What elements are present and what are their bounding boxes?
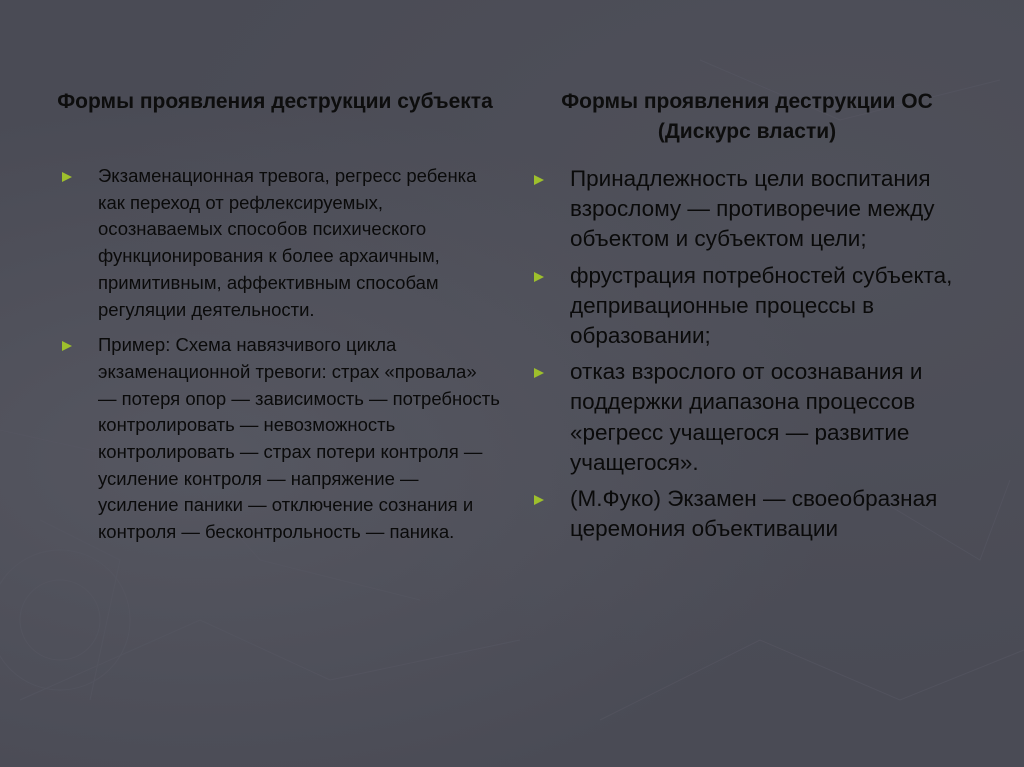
list-item	[532, 164, 992, 255]
list-item	[60, 163, 500, 323]
triangle-bullet-icon	[62, 172, 72, 182]
list-item	[532, 261, 992, 352]
right-column-title: Формы проявления деструкции ОС (Дискурс власти)	[561, 90, 933, 143]
list-item-text: отказ взрослого от осознавания и поддержки диапазона процессов «регресс учащегося — развитие учащегося».	[570, 359, 923, 475]
list-item-text: (М.Фуко) Экзамен — своеобразная церемония объективации	[570, 486, 938, 542]
list-item	[60, 332, 500, 546]
left-column-title: Формы проявления деструкции субъекта	[57, 90, 493, 113]
right-bullet-list	[532, 164, 992, 544]
triangle-bullet-icon	[534, 495, 544, 505]
triangle-bullet-icon	[534, 272, 544, 282]
list-item	[532, 484, 992, 544]
left-bullet-list	[60, 163, 500, 546]
triangle-bullet-icon	[534, 175, 544, 185]
list-item	[532, 357, 992, 478]
list-item-text: Экзаменационная тревога, регресс ребенка как переход от рефлексируемых, осознаваемых способов психического функционирования к более архаичным, примитивным, аффективным способам регуляции деятельности.	[98, 165, 477, 320]
list-item-text: Пример: Схема навязчивого цикла экзаменационной тревоги: страх «провала» — потеря опор — зависимость — потребность контролировать — невозможность контролировать — страх потери контроля — усиление контроля — напряжение — усиление паники — отключение сознания и контроля — бесконтрольность — паника.	[98, 334, 500, 543]
list-item-text: Принадлежность цели воспитания взрослому — противоречие между объектом и субъектом цели;	[570, 166, 935, 252]
triangle-bullet-icon	[534, 368, 544, 378]
list-item-text: фрустрация потребностей субъекта, депривационные процессы в образовании;	[570, 262, 953, 349]
triangle-bullet-icon	[62, 341, 72, 351]
